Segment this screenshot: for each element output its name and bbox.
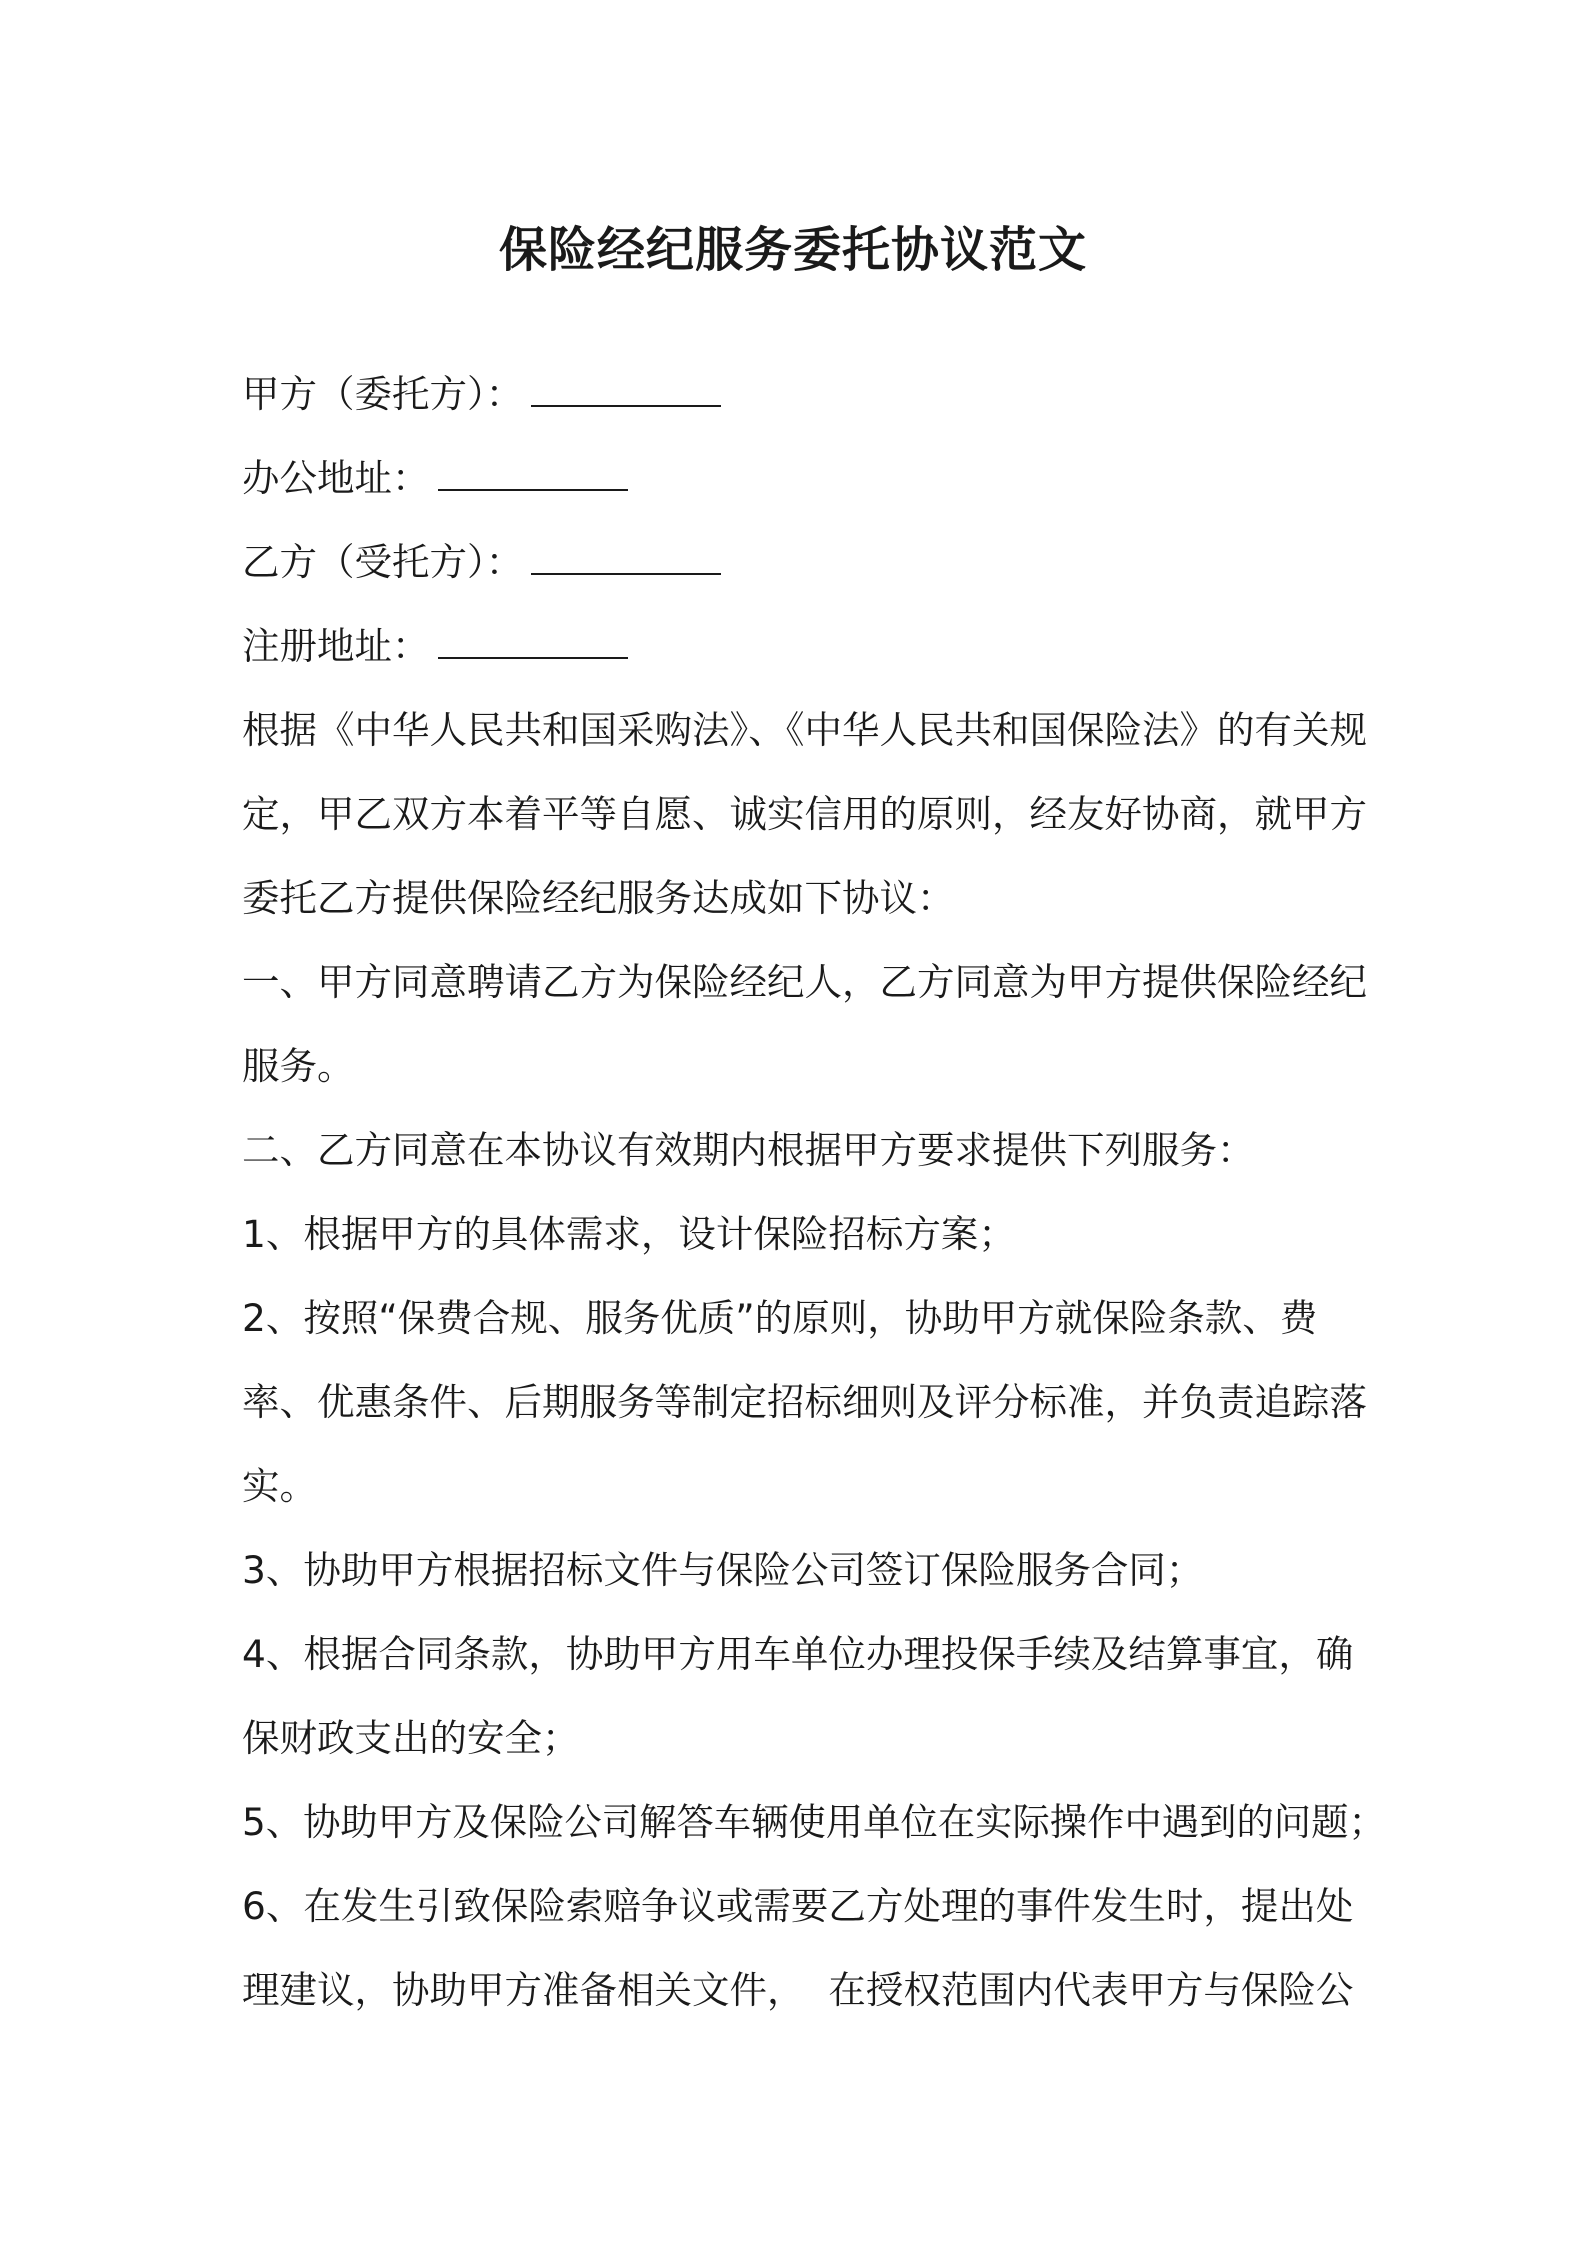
party-b-blank — [531, 569, 721, 575]
body-line: 4、根据合同条款，协助甲方用车单位办理投保手续及结算事宜，确 — [242, 1632, 1354, 1676]
registered-address-blank — [438, 653, 628, 659]
party-b-label: 乙方（受托方）： — [242, 540, 524, 584]
registered-address-field — [242, 604, 628, 688]
body-line: 定，甲乙双方本着平等自愿、诚实信用的原则，经友好协商，就甲方 — [242, 792, 1367, 836]
body-line: 1、根据甲方的具体需求，设计保险招标方案； — [242, 1212, 1016, 1256]
document-title: 保险经纪服务委托协议范文 — [498, 222, 1087, 278]
body-line: 委托乙方提供保险经纪服务达成如下协议： — [242, 876, 955, 920]
party-a-blank — [531, 401, 721, 407]
registered-address-label: 注册地址： — [242, 624, 430, 668]
party-b-field — [242, 520, 721, 604]
office-address-blank — [438, 485, 628, 491]
body-line: 实。 — [242, 1464, 317, 1508]
body-line: 理建议，协助甲方准备相关文件， 在授权范围内代表甲方与保险公 — [242, 1968, 1354, 2012]
body-line: 6、在发生引致保险索赔争议或需要乙方处理的事件发生时，提出处 — [242, 1884, 1354, 1928]
party-a-field — [242, 352, 721, 436]
body-line: 3、协助甲方根据招标文件与保险公司签订保险服务合同； — [242, 1548, 1204, 1592]
body-line: 率、优惠条件、后期服务等制定招标细则及评分标准，并负责追踪落 — [242, 1380, 1367, 1424]
body-line: 保财政支出的安全； — [242, 1716, 580, 1760]
party-a-label: 甲方（委托方）： — [242, 372, 524, 416]
office-address-label: 办公地址： — [242, 456, 430, 500]
body-line: 2、按照“保费合规、服务优质”的原则，协助甲方就保险条款、费 — [242, 1296, 1318, 1340]
body-line: 二、乙方同意在本协议有效期内根据甲方要求提供下列服务： — [242, 1128, 1255, 1172]
body-line: 5、协助甲方及保险公司解答车辆使用单位在实际操作中遇到的问题； — [242, 1800, 1386, 1844]
office-address-field — [242, 436, 628, 520]
body-line: 根据《中华人民共和国采购法》、《中华人民共和国保险法》的有关规 — [242, 708, 1367, 752]
body-line: 服务。 — [242, 1044, 355, 1088]
body-line: 一、甲方同意聘请乙方为保险经纪人，乙方同意为甲方提供保险经纪 — [242, 960, 1367, 1004]
